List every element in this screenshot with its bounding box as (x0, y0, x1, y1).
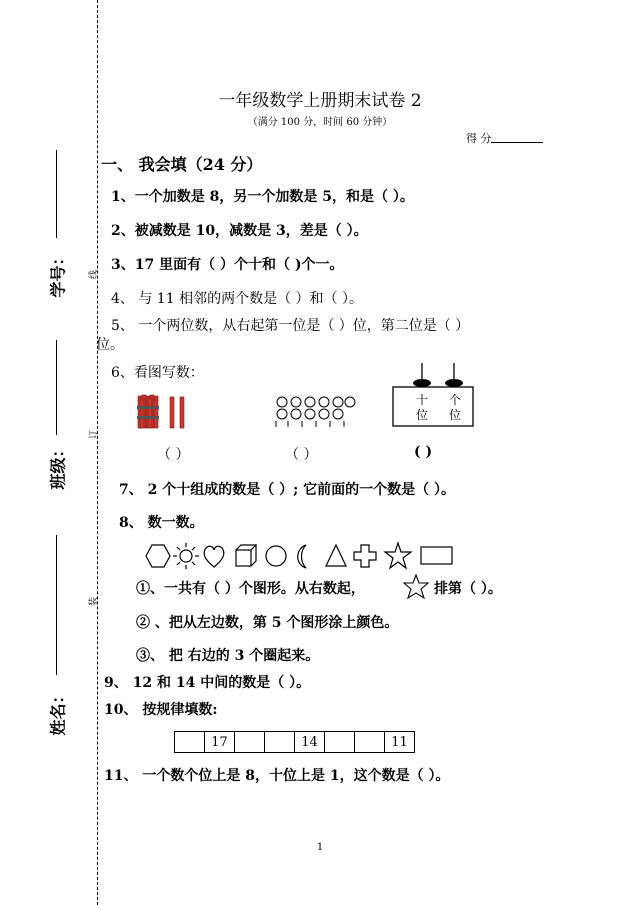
exam-title: 一年级数学上册期末试卷 2 (218, 91, 422, 111)
class-label: 班级： (48, 441, 68, 490)
q6-answer-blank-2[interactable]: （ ） (285, 447, 318, 463)
question-4: 4、 与 11 相邻的两个数是（ ）和（ ）。 (111, 291, 363, 307)
student-id-line (56, 150, 57, 238)
sequence-cell: 17 (205, 732, 235, 753)
cut-char-bind: 装 (89, 596, 100, 607)
question-8-sub-1-a: ①、一共有（ ）个图形。从右数起， (136, 581, 365, 597)
exam-subtitle: （满分 100 分，时间 60 分钟） (247, 117, 393, 128)
sequence-table (174, 731, 415, 753)
shapes-row (140, 540, 460, 572)
question-8-sub-3: ③、 把 右边的 3 个圈起来。 (136, 648, 320, 664)
sequence-cell[interactable] (355, 732, 385, 753)
question-5-line-1: 5、 一个两位数，从右起第一位是（ ）位，第二位是（ ） (111, 318, 470, 334)
abacus-ten-wei-label: 位 (416, 408, 429, 422)
question-10: 10、 按规律填数: (104, 702, 218, 718)
sequence-cell[interactable] (325, 732, 355, 753)
question-9: 9、 12 和 14 中间的数是（ ）。 (104, 675, 311, 691)
q6-answer-blank-3[interactable]: ( ) (414, 444, 433, 460)
abacus-one-label: 个 (449, 393, 462, 407)
question-1: 1、一个加数是 8，另一个加数是 5，和是（ ）。 (111, 189, 414, 205)
question-5-line-2: 位。 (96, 337, 124, 353)
name-label: 姓名： (48, 687, 68, 736)
place-value-abacus (392, 361, 474, 427)
score-label: 得 分 (466, 132, 492, 145)
name-line (56, 535, 57, 675)
sequence-cell[interactable] (175, 732, 205, 753)
student-id-label: 学号： (48, 249, 68, 298)
question-8-sub-1-b: 排第（ ）。 (434, 581, 502, 597)
sequence-cell: 11 (385, 732, 415, 753)
sequence-cell[interactable] (265, 732, 295, 753)
sequence-cell[interactable] (235, 732, 265, 753)
question-8: 8、 数一数。 (119, 515, 204, 531)
abacus-ten-label: 十 (416, 393, 429, 407)
class-line (56, 340, 57, 435)
bundled-sticks-picture (134, 392, 190, 436)
question-7: 7、 2 个十组成的数是（ ）; 它前面的一个数是（ ）。 (119, 482, 456, 498)
cut-char-staple: 订 (89, 429, 100, 440)
cut-char-line: 线 (89, 269, 100, 280)
question-11: 11、 一个数个位上是 8，十位上是 1，这个数是（ ）。 (104, 768, 450, 784)
star-icon (402, 574, 430, 600)
abacus-beads-picture (274, 394, 356, 432)
score-blank[interactable] (491, 142, 543, 143)
page-number: 1 (316, 842, 324, 853)
binding-dashed-line (97, 0, 98, 905)
abacus-one-wei-label: 位 (449, 408, 462, 422)
question-8-sub-2: ② 、把从左边数，第 5 个图形涂上颜色。 (136, 615, 399, 631)
q6-answer-blank-1[interactable]: （ ） (157, 447, 190, 463)
question-2: 2、被减数是 10，减数是 3，差是（ ）。 (111, 223, 368, 239)
question-3: 3、17 里面有（ ）个十和（ )个一。 (111, 257, 344, 273)
sequence-cell: 14 (295, 732, 325, 753)
question-6: 6、看图写数： (111, 365, 204, 381)
section-title: 一、 我会填（24 分） (101, 155, 263, 174)
